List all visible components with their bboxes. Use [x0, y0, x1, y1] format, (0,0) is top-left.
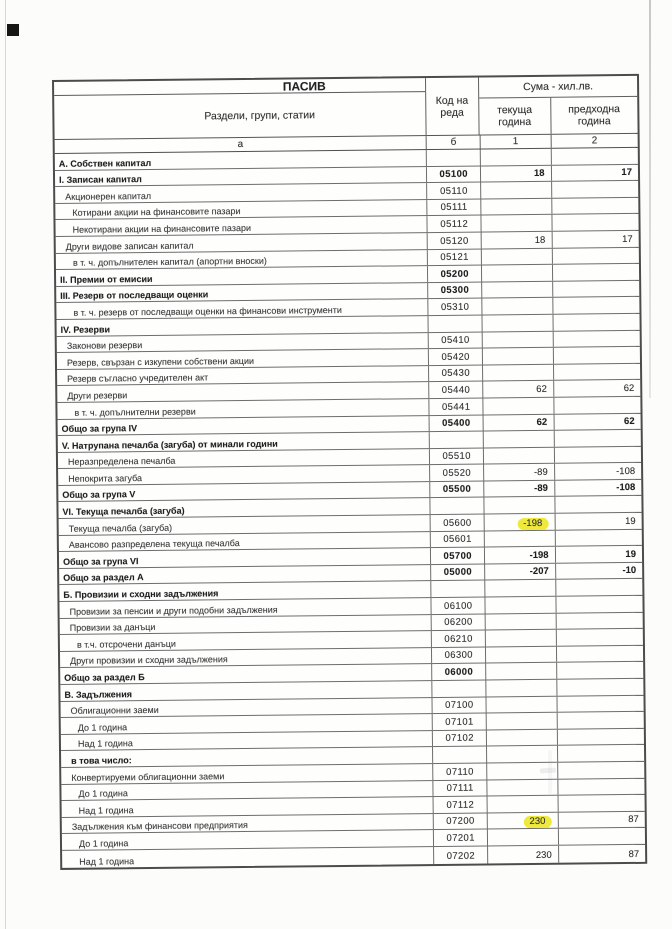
row-previous-year-value: [556, 712, 644, 729]
row-current-year-value: [482, 331, 553, 347]
row-code: [428, 315, 482, 331]
row-previous-year-value: -108: [554, 480, 642, 497]
row-previous-year-value: [556, 729, 644, 746]
row-code: 05420: [428, 349, 482, 365]
row-code: 05000: [430, 564, 484, 580]
row-label: Конвертируеми облигационни заеми: [71, 770, 225, 783]
row-code: 05430: [428, 365, 482, 381]
page-edge-left-line: [5, 0, 6, 929]
row-code: 06100: [431, 598, 485, 614]
row-previous-year-value: [555, 612, 643, 629]
row-current-year-value: [482, 398, 553, 414]
row-label: Б. Провизии и сходни задължения: [63, 588, 219, 600]
row-current-year-value: [486, 713, 557, 729]
row-current-year-value: [486, 730, 557, 746]
row-current-year-value: [482, 348, 553, 364]
row-label: Общо за група VI: [62, 555, 139, 567]
index-cell-2: 2: [550, 134, 638, 148]
row-previous-year-value: 62: [553, 380, 641, 397]
row-current-year-value: [481, 265, 552, 281]
row-current-year-value: [480, 199, 551, 215]
row-code: 05111: [427, 199, 481, 215]
header-sections-groups-articles: Раздели, групи, статии: [204, 108, 316, 122]
row-code: [432, 680, 486, 696]
row-current-year-value: [481, 298, 552, 314]
row-previous-year-value: [557, 795, 645, 812]
row-previous-year-value: [557, 778, 645, 795]
row-previous-year-value: [556, 646, 644, 663]
row-code: 05100: [426, 166, 480, 182]
row-label: в т. ч. допълнителен капитал (апортни вноски): [72, 255, 267, 268]
row-code: 05121: [427, 249, 481, 265]
row-previous-year-value: [555, 579, 643, 596]
header-amount-group: [478, 76, 638, 135]
row-current-year-value: [484, 530, 555, 546]
row-current-year-value: [483, 431, 554, 447]
row-label: Общо за раздел А: [63, 572, 144, 584]
row-current-year-value: 62: [483, 414, 554, 430]
row-code: 05440: [429, 382, 483, 398]
row-current-year-value: [485, 630, 556, 646]
index-cell-1: 1: [480, 135, 551, 149]
row-current-year-value: 230: [487, 812, 558, 828]
row-label: Задължения към финансови предприятия: [71, 820, 248, 833]
row-current-year-value: -207: [484, 564, 555, 580]
row-current-year-value: [483, 447, 554, 463]
table-header: [54, 76, 638, 139]
row-code: 07201: [433, 830, 487, 846]
row-label: Над 1 година: [78, 804, 134, 816]
row-previous-year-value: [557, 745, 645, 762]
row-previous-year-value: 19: [554, 513, 642, 530]
row-code: [429, 432, 483, 448]
row-previous-year-value: [551, 247, 639, 264]
header-row-code: Код на реда: [425, 78, 479, 136]
row-current-year-value: [486, 746, 557, 762]
row-code: 05310: [428, 299, 482, 315]
row-code: 07102: [432, 730, 486, 746]
row-previous-year-value: [556, 662, 644, 679]
row-current-year-value: [482, 315, 553, 331]
row-current-year-value: [480, 215, 551, 231]
row-code: 07100: [432, 697, 486, 713]
row-label: Текуща печалба (загуба): [68, 522, 173, 534]
row-previous-year-value: [550, 148, 638, 165]
row-label: Други видове записан капитал: [65, 240, 194, 252]
index-cell-b: б: [426, 136, 480, 150]
row-previous-year-value: [552, 347, 640, 364]
header-amount-thousand-bgn: Сума - хил.лв.: [479, 76, 637, 99]
row-previous-year-value: [552, 330, 640, 347]
row-previous-year-value: [556, 695, 644, 712]
row-current-year-value: 62: [482, 381, 553, 397]
row-current-year-value: -89: [483, 481, 554, 497]
row-previous-year-value: [553, 397, 641, 414]
page-edge-right-line: [649, 0, 651, 398]
row-label: в това число:: [71, 755, 132, 766]
row-current-year-value: [485, 663, 556, 679]
page-title: ПАСИВ: [54, 78, 425, 96]
row-label: I. Записан капитал: [58, 174, 142, 186]
row-label: До 1 година: [78, 788, 128, 799]
row-code: 07110: [433, 763, 487, 779]
row-current-year-value: [481, 282, 552, 298]
row-current-year-value: [482, 364, 553, 380]
header-year-columns: [479, 97, 637, 135]
row-current-year-value: -198: [484, 514, 555, 530]
row-label: Други провизии и сходни задължения: [70, 654, 228, 667]
row-current-year-value: [486, 763, 557, 779]
row-code: 05500: [430, 481, 484, 497]
row-current-year-value: 18: [480, 165, 551, 181]
row-label: II. Премии от емисии: [60, 273, 153, 285]
row-label: Законови резерви: [66, 340, 143, 351]
row-label: VI. Текуща печалба (загуба): [62, 505, 185, 517]
row-previous-year-value: [553, 364, 641, 381]
row-previous-year-value: [555, 596, 643, 613]
row-previous-year-value: [553, 447, 641, 464]
row-label: Авансово разпределена текуща печалба: [68, 538, 240, 551]
row-label: Неразпределена печалба: [67, 456, 176, 468]
row-label: Котирани акции на финансовите пазари: [72, 206, 241, 219]
row-label: До 1 година: [77, 722, 128, 733]
table-body: [55, 148, 645, 868]
row-code: 06200: [431, 614, 485, 630]
row-previous-year-value: [552, 314, 640, 331]
row-label: в т.ч. отсрочени данъци: [76, 638, 176, 650]
row-code: 05400: [429, 415, 483, 431]
row-previous-year-value: [556, 679, 644, 696]
row-previous-year-value: -108: [554, 463, 642, 480]
row-label: Резерв, свързан с изкупени собствени акции: [66, 355, 255, 368]
row-label: Резерв съгласно учредителен акт: [67, 372, 209, 385]
scan-corner-mark: [7, 24, 19, 36]
row-previous-year-value: 87: [558, 845, 646, 863]
row-code: 05700: [430, 548, 484, 564]
row-current-year-value: [485, 647, 556, 663]
row-code: 05110: [427, 183, 481, 199]
row-current-year-value: [484, 580, 555, 596]
row-code: 05120: [427, 232, 481, 248]
row-label: Провизии за пенсии и други подобни задължения: [69, 604, 278, 617]
row-code: 07202: [433, 846, 487, 863]
row-previous-year-value: 87: [557, 812, 645, 829]
row-previous-year-value: [554, 496, 642, 513]
row-label: В. Задължения: [64, 688, 132, 700]
row-previous-year-value: [553, 430, 641, 447]
row-code: 05112: [427, 216, 481, 232]
row-code: 06000: [432, 664, 486, 680]
row-label: IV. Резерви: [60, 323, 111, 335]
row-current-year-value: [484, 597, 555, 613]
row-previous-year-value: [557, 828, 645, 845]
row-previous-year-value: [557, 762, 645, 779]
row-current-year-value: [481, 248, 552, 264]
row-code: 05600: [430, 515, 484, 531]
row-current-year-value: -89: [483, 464, 554, 480]
row-previous-year-value: [552, 281, 640, 298]
row-previous-year-value: 17: [550, 164, 638, 181]
row-previous-year-value: [554, 530, 642, 547]
row-current-year-value: -198: [484, 547, 555, 563]
row-current-year-value: 18: [481, 232, 552, 248]
row-code: [430, 498, 484, 514]
row-code: [432, 747, 486, 763]
row-code: 05520: [429, 465, 483, 481]
header-label-column: [54, 78, 425, 139]
row-label: III. Резерв от последващи оценки: [60, 289, 209, 302]
row-previous-year-value: 62: [553, 413, 641, 430]
row-previous-year-value: [551, 214, 639, 231]
row-label: Общо за група V: [62, 489, 136, 501]
row-previous-year-value: 17: [551, 231, 639, 248]
row-current-year-value: [485, 613, 556, 629]
row-label: До 1 година: [78, 838, 129, 849]
row-current-year-value: [487, 796, 558, 812]
header-current-year: текуща година: [497, 103, 533, 129]
row-label: А. Собствен капитал: [58, 157, 152, 169]
row-code: 05441: [429, 398, 483, 414]
row-label: Облигационни заеми: [70, 705, 159, 717]
row-previous-year-value: [551, 181, 639, 198]
row-previous-year-value: [555, 629, 643, 646]
row-current-year-value: [486, 779, 557, 795]
row-code: 05410: [428, 332, 482, 348]
row-code: 05300: [428, 282, 482, 298]
row-label: Провизии за данъци: [69, 622, 156, 634]
row-code: [426, 150, 480, 166]
row-label: Общо за раздел Б: [64, 672, 145, 683]
row-code: 06210: [431, 631, 485, 647]
row-code: 05601: [430, 531, 484, 547]
row-current-year-value: [480, 149, 551, 165]
row-current-year-value: [487, 829, 558, 845]
row-label: Над 1 година: [79, 855, 135, 867]
row-previous-year-value: [551, 198, 639, 215]
row-code: 05510: [429, 448, 483, 464]
row-code: 06300: [431, 647, 485, 663]
row-current-year-value: 230: [487, 846, 558, 863]
row-code: 07200: [433, 813, 487, 829]
row-code: 07101: [432, 714, 486, 730]
row-previous-year-value: 19: [554, 546, 642, 563]
row-label: в т. ч. резерв от последващи оценки на финансови инструменти: [73, 304, 342, 318]
row-label: Некотирани акции на финансовите пазари: [72, 222, 252, 235]
row-previous-year-value: [552, 264, 640, 281]
index-cell-a: а: [237, 139, 244, 151]
row-current-year-value: [483, 497, 554, 513]
row-label: Над 1 година: [77, 738, 133, 750]
row-previous-year-value: -10: [555, 563, 643, 580]
row-previous-year-value: [552, 297, 640, 314]
row-label: Общо за група IV: [61, 423, 138, 435]
row-label: Други резерви: [67, 390, 128, 401]
row-label: V. Натрупана печалба (загуба) от минали години: [61, 438, 278, 451]
row-code: 07111: [433, 780, 487, 796]
header-previous-year: предходна година: [550, 97, 638, 134]
row-label: Акционерен капитал: [65, 190, 152, 202]
row-code: 05200: [427, 266, 481, 282]
row-current-year-value: [485, 680, 556, 696]
row-label: в т. ч. допълнителни резерви: [74, 406, 196, 418]
row-label: Непокрита загуба: [68, 472, 143, 484]
balance-sheet-liabilities-table: [52, 74, 647, 870]
row-code: 07112: [433, 797, 487, 813]
row-code: [431, 581, 485, 597]
row-current-year-value: [480, 182, 551, 198]
row-current-year-value: [486, 696, 557, 712]
